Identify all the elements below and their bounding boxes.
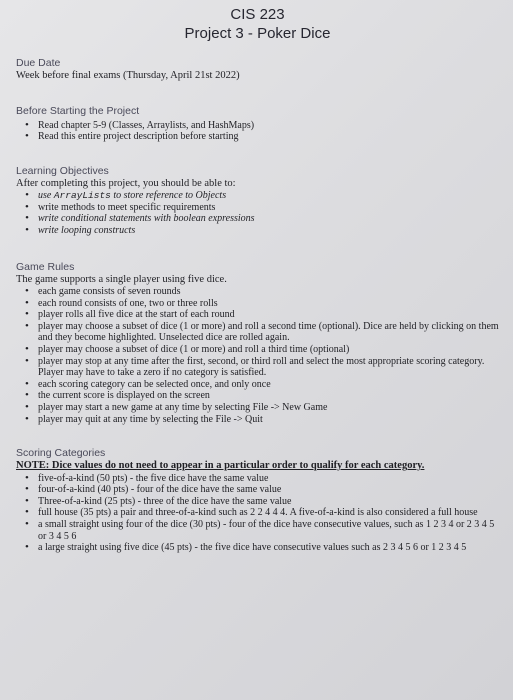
list-item: • four-of-a-kind (40 pts) - four of the dice have the same value	[38, 484, 505, 496]
list-item: • player may choose a subset of dice (1 or more) and roll a third time (optional)	[38, 344, 505, 356]
game-rules-list	[16, 286, 505, 425]
code-text: ArrayLists	[53, 190, 111, 202]
document-header	[10, 0, 505, 43]
due-date-heading: Due Date	[16, 57, 61, 69]
list-item: • a small straight using four of the dice (30 pts) - four of the dice have consecutive values, such as 1 2 3 4 or 2 3 4 5 or 3 4 5 6	[38, 519, 505, 542]
project-title: Project 3 - Poker Dice	[184, 25, 331, 42]
list-item: • a large straight using five dice (45 pts) - the five dice have consecutive values such as 2 3 4 5 6 or 1 2 3 4 5	[38, 542, 505, 554]
list-item: • Three-of-a-kind (25 pts) - three of the dice have the same value	[38, 496, 505, 508]
game-rules-heading: Game Rules	[16, 260, 75, 273]
list-item: • each scoring category can be selected once, and only once	[38, 379, 505, 391]
scoring-list	[16, 473, 505, 554]
list-item: • write looping constructs	[38, 225, 505, 237]
game-rules-section	[16, 261, 505, 426]
list-item: • each round consists of one, two or three rolls	[38, 298, 505, 310]
learning-objectives-heading: Learning Objectives	[16, 164, 109, 177]
scoring-categories-heading: Scoring Categories	[16, 447, 106, 460]
list-item: • full house (35 pts) a pair and three-of-a-kind such as 2 2 4 4 4. A five-of-a-kind is also considered a full house	[38, 507, 505, 519]
objective-text: to store reference to Objects	[110, 190, 227, 202]
list-item: • the current score is displayed on the screen	[38, 390, 505, 402]
list-item: • player may choose a subset of dice (1 or more) and roll a second time (optional). Dice are held by clicking on them and they become highlighted. Unselected dice are rolled again.	[38, 321, 505, 344]
objective-text: use	[38, 190, 54, 202]
list-item: • player rolls all five dice at the start of each round	[38, 309, 505, 321]
list-item: • Read this entire project description before starting	[38, 131, 505, 143]
list-item: • five-of-a-kind (50 pts) - the five dice have the same value	[38, 473, 505, 485]
objectives-list	[16, 190, 505, 236]
list-item: • player may start a new game at any time by selecting File -> New Game	[38, 402, 505, 414]
objectives-intro: After completing this project, you should be able to:	[16, 177, 236, 189]
scoring-note: NOTE: Dice values do not need to appear in a particular order to qualify for each category.	[16, 460, 425, 472]
before-starting-heading: Before Starting the Project	[16, 104, 140, 117]
list-item: • player may stop at any time after the first, second, or third roll and select the most appropriate scoring category. Player may have to take a zero if no category is satisfied.	[38, 356, 505, 379]
before-starting-list	[16, 120, 505, 143]
list-item: • write methods to meet specific requirements	[38, 202, 505, 214]
list-item: • each game consists of seven rounds	[38, 286, 505, 298]
list-item: • Read chapter 5-9 (Classes, Arraylists, and HashMaps)	[38, 120, 505, 132]
list-item: • player may quit at any time by selecting the File -> Quit	[38, 414, 505, 426]
learning-objectives-section	[16, 165, 505, 237]
list-item	[38, 190, 505, 202]
due-date-text: Week before final exams (Thursday, April 21st 2022)	[16, 70, 240, 81]
scoring-categories-section	[16, 447, 505, 554]
game-rules-intro: The game supports a single player using five dice.	[16, 273, 227, 285]
course-title: CIS 223	[230, 6, 285, 23]
before-starting-section	[16, 105, 505, 143]
list-item: • write conditional statements with boolean expressions	[38, 213, 505, 225]
due-date-section	[16, 57, 505, 83]
